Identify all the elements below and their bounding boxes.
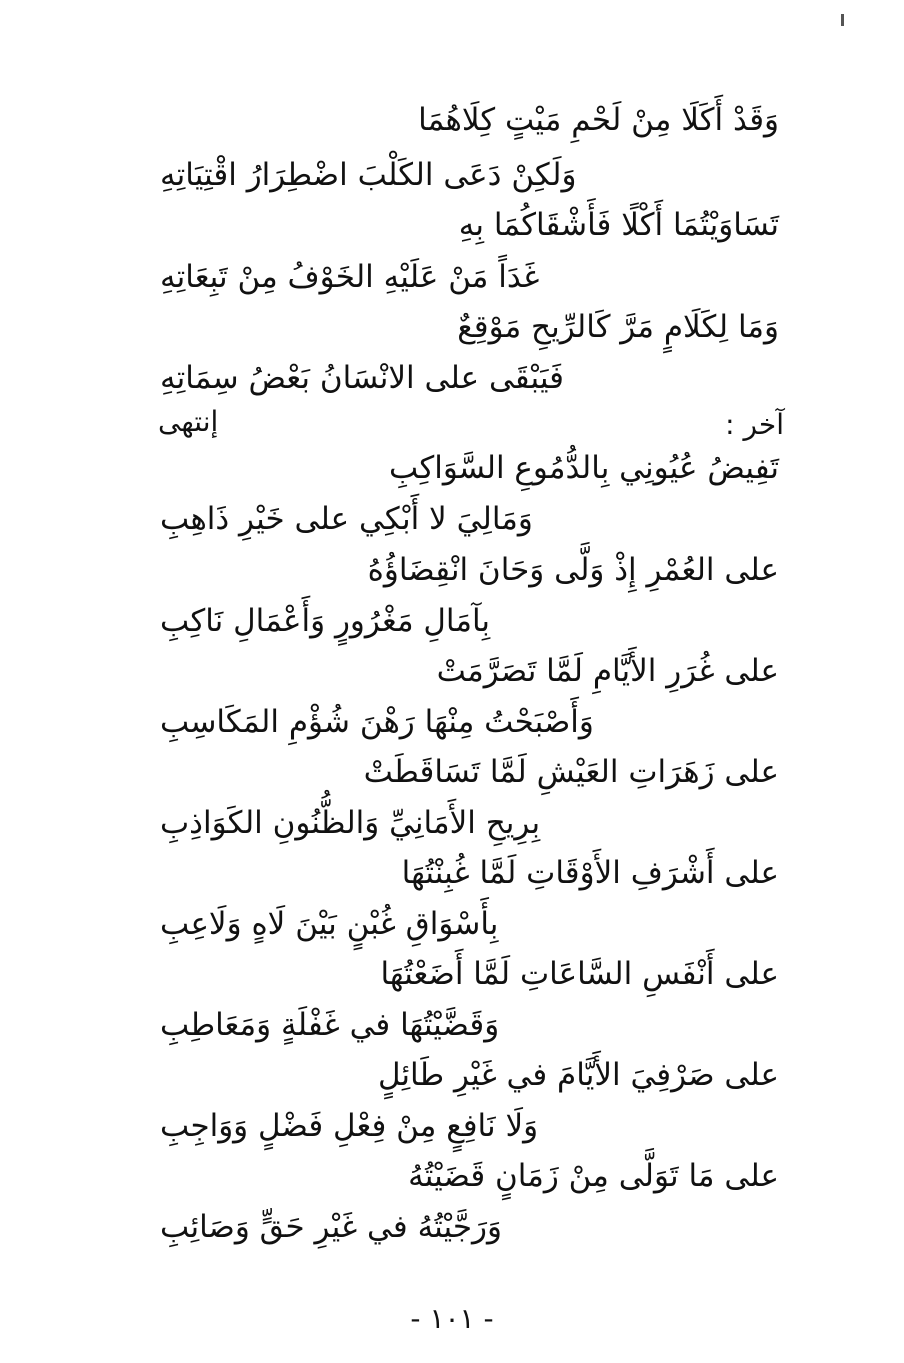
verse-line: وَلَا نَافِعٍ مِنْ فِعْلِ فَضْلٍ وَوَاجِبِ xyxy=(160,1108,539,1144)
verse-line: على مَا تَوَلَّى مِنْ زَمَانٍ قَضَيْتُهُ xyxy=(408,1158,779,1194)
verse-line: على صَرْفِيَ الأَيَّامَ في غَيْرِ طَائِلٍ xyxy=(377,1057,779,1093)
verse-line: وَقَدْ أَكَلَا مِنْ لَحْمِ مَيْتٍ كِلَاهُمَا xyxy=(418,102,779,138)
page-number: - ١٠١ - xyxy=(410,1302,494,1335)
verse-line: تَفِيضُ عُيُونِي بِالدُّمُوعِ السَّوَاكِبِ xyxy=(389,450,779,486)
other-poem-label: آخر : xyxy=(725,408,784,441)
verse-line: وَأَصْبَحْتُ مِنْهَا رَهْنَ شُؤْمِ المَكَاسِبِ xyxy=(160,704,594,740)
verse-line: بِرِيحِ الأَمَانِيِّ وَالظُّنُونِ الكَوَاذِبِ xyxy=(160,805,541,841)
verse-line: تَسَاوَيْتُمَا أَكْلًا فَأَشْقَاكُمَا بِهِ xyxy=(458,207,779,243)
verse-line: وَقَضَّيْتُهَا في غَفْلَةٍ وَمَعَاطِبِ xyxy=(160,1007,500,1043)
verse-line: بِآمَالِ مَغْرُورٍ وَأَعْمَالِ نَاكِبِ xyxy=(160,603,491,639)
verse-line: على أَنْفَسِ السَّاعَاتِ لَمَّا أَضَعْتُهَا xyxy=(380,956,779,992)
verse-line: على غُرَرِ الأَيَّامِ لَمَّا تَصَرَّمَتْ xyxy=(436,653,779,689)
verse-line: وَمَالِيَ لا أَبْكِي على خَيْرِ ذَاهِبِ xyxy=(160,501,533,537)
verse-line: وَمَا لِكَلَامٍ مَرَّ كَالرِّيحِ مَوْقِعٌ xyxy=(457,309,779,345)
verse-line: فَيَبْقَى على الانْسَانُ بَعْضُ سِمَاتِهِ xyxy=(160,360,564,396)
end-label: إنتهى xyxy=(158,405,219,438)
verse-line: على العُمْرِ إِذْ وَلَّى وَحَانَ انْقِضَاؤُهُ xyxy=(367,552,779,588)
verse-line: على زَهَرَاتِ العَيْشِ لَمَّا تَسَاقَطَتْ xyxy=(363,754,779,790)
corner-mark xyxy=(841,14,844,26)
verse-line: وَرَجَّيْتُهُ في غَيْرِ حَقٍّ وَصَائِبِ xyxy=(160,1209,502,1245)
verse-line: بِأَسْوَاقِ غُبْنٍ بَيْنَ لَاهٍ وَلَاعِبِ xyxy=(160,906,499,942)
verse-line: على أَشْرَفِ الأَوْقَاتِ لَمَّا غُبِنْتُهَا xyxy=(401,855,779,891)
verse-line: غَدَاً مَنْ عَلَيْهِ الخَوْفُ مِنْ تَبِعَاتِهِ xyxy=(160,259,540,295)
verse-line: وَلَكِنْ دَعَى الكَلْبَ اضْطِرَارُ اقْتِيَاتِهِ xyxy=(160,157,577,193)
